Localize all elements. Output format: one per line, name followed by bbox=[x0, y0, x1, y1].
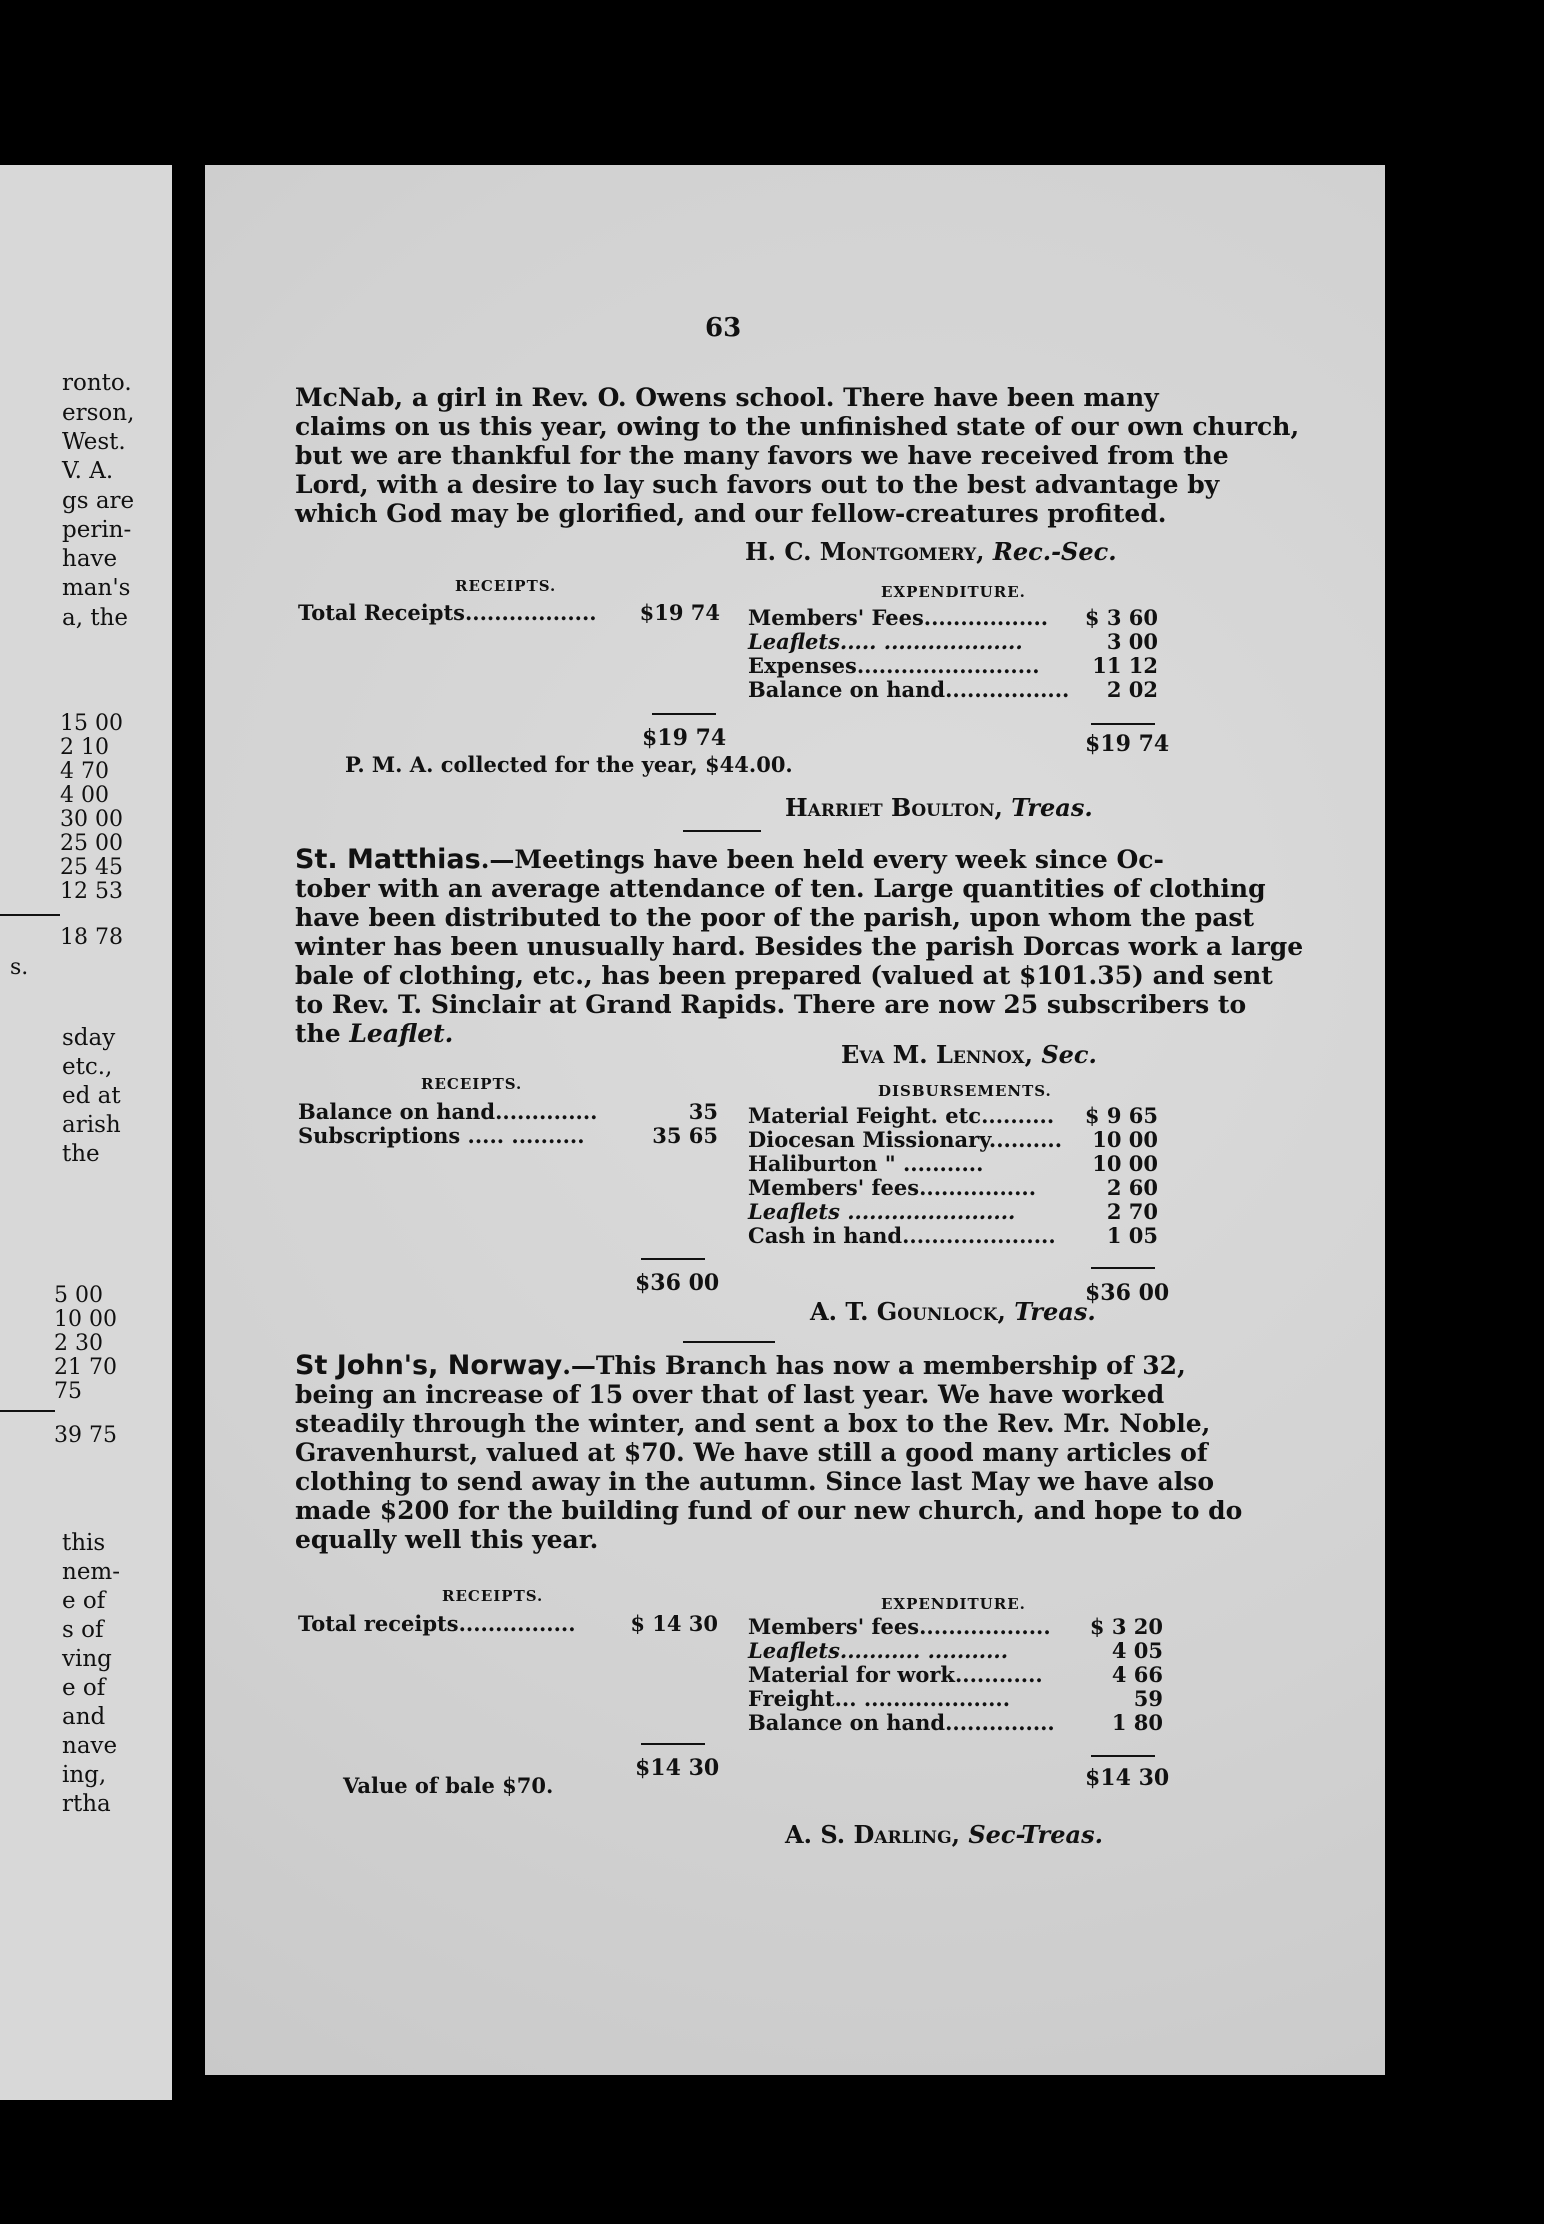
left-line: ed at bbox=[62, 1083, 121, 1109]
ledger-amount: 2 70 bbox=[1106, 1199, 1158, 1224]
expenditure-ledger bbox=[748, 606, 1158, 702]
left-line: erson, bbox=[62, 400, 135, 426]
left-amount: 2 30 bbox=[54, 1331, 103, 1356]
ledger-label: Total receipts................ bbox=[298, 1611, 576, 1636]
signature-rec-sec bbox=[745, 537, 1117, 566]
text-line: bale of clothing, etc., has been prepared (valued at $101.35) and sent bbox=[295, 961, 1273, 990]
ledger-label: Members' fees................ bbox=[748, 1175, 1037, 1200]
left-amount: 5 00 bbox=[54, 1283, 103, 1308]
text-line: tober with an average attendance of ten. Large quantities of clothing bbox=[295, 874, 1266, 903]
text-line: the Leaflet. bbox=[295, 1019, 454, 1048]
signature-role: Rec.-Sec. bbox=[992, 537, 1117, 566]
receipts-heading: RECEIPTS. bbox=[421, 1075, 523, 1093]
left-amount: 15 00 bbox=[60, 711, 123, 736]
ledger-label: Leaflets ....................... bbox=[748, 1199, 1016, 1224]
receipts-heading: RECEIPTS. bbox=[442, 1587, 544, 1605]
expenditure-total: $14 30 bbox=[1085, 1765, 1170, 1791]
ledger-label: Subscriptions ..... .......... bbox=[298, 1123, 585, 1148]
left-amount: 12 53 bbox=[60, 879, 123, 904]
left-line: arish bbox=[62, 1112, 121, 1138]
signature-treas bbox=[785, 793, 1093, 822]
ledger-amount: $ 3 20 bbox=[1089, 1614, 1163, 1639]
left-line: West. bbox=[62, 429, 126, 455]
left-line: a, the bbox=[62, 605, 129, 631]
value-of-bale-note: Value of bale $70. bbox=[343, 1773, 554, 1798]
left-amount: 4 00 bbox=[60, 783, 109, 808]
left-amount: 75 bbox=[54, 1379, 82, 1404]
text-line: steadily through the winter, and sent a box to the Rev. Mr. Noble, bbox=[295, 1409, 1211, 1438]
left-rule bbox=[0, 914, 60, 916]
left-line: and bbox=[62, 1704, 106, 1730]
left-line: ing, bbox=[62, 1762, 107, 1788]
ledger-row bbox=[748, 1104, 1158, 1128]
left-line: nem- bbox=[62, 1559, 121, 1585]
ledger-amount: 35 65 bbox=[652, 1123, 718, 1148]
receipts-total: $36 00 bbox=[635, 1270, 720, 1296]
left-line: ronto. bbox=[62, 370, 132, 396]
st-johns-paragraph bbox=[295, 1350, 1243, 1554]
section-divider bbox=[683, 1341, 775, 1343]
left-page-fragment bbox=[0, 165, 172, 2100]
signature-role: Treas. bbox=[1014, 1297, 1096, 1326]
text-line: clothing to send away in the autumn. Since last May we have also bbox=[295, 1467, 1215, 1496]
ledger-label: Leaflets..... ................... bbox=[748, 629, 1023, 654]
left-line: this bbox=[62, 1530, 106, 1556]
receipts-heading: RECEIPTS. bbox=[455, 577, 557, 595]
receipts-ledger bbox=[298, 1612, 718, 1636]
ledger-label: Cash in hand..................... bbox=[748, 1223, 1056, 1248]
ledger-amount: 1 80 bbox=[1111, 1710, 1163, 1735]
receipts-ledger bbox=[298, 1100, 718, 1148]
left-amount: 25 00 bbox=[60, 831, 123, 856]
ledger-amount: 3 00 bbox=[1106, 629, 1158, 654]
st-matthias-paragraph bbox=[295, 844, 1304, 1048]
left-line: s. bbox=[10, 955, 29, 980]
text-line: made $200 for the building fund of our new church, and hope to do bbox=[295, 1496, 1243, 1525]
left-line: rtha bbox=[62, 1791, 111, 1817]
left-line: e of bbox=[62, 1588, 106, 1614]
signature-name: A. S. Darling, bbox=[785, 1820, 960, 1849]
signature-name: A. T. Gounlock, bbox=[810, 1297, 1006, 1326]
ledger-amount: 4 66 bbox=[1111, 1662, 1163, 1687]
ledger-row bbox=[748, 654, 1158, 678]
receipts-ledger bbox=[298, 601, 720, 625]
signature-name: H. C. Montgomery, bbox=[745, 537, 985, 566]
total-rule bbox=[1091, 723, 1155, 725]
left-line: gs are bbox=[62, 488, 135, 514]
left-line: e of bbox=[62, 1675, 106, 1701]
total-rule bbox=[641, 1743, 705, 1745]
text-line: being an increase of 15 over that of last year. We have worked bbox=[295, 1380, 1165, 1409]
ledger-amount: 2 60 bbox=[1106, 1175, 1158, 1200]
signature-name: Eva M. Lennox, bbox=[841, 1040, 1033, 1069]
ledger-row bbox=[748, 1152, 1158, 1176]
section-divider bbox=[683, 830, 761, 832]
document-page bbox=[205, 165, 1385, 2075]
disbursements-ledger bbox=[748, 1104, 1158, 1248]
ledger-amount: 11 12 bbox=[1092, 653, 1158, 678]
signature-role: Sec. bbox=[1041, 1040, 1097, 1069]
receipts-total: $14 30 bbox=[635, 1755, 720, 1781]
ledger-amount: $ 3 60 bbox=[1084, 605, 1158, 630]
ledger-row bbox=[748, 1615, 1163, 1639]
ledger-row bbox=[298, 1612, 718, 1636]
left-line: nave bbox=[62, 1733, 118, 1759]
ledger-amount: 4 05 bbox=[1111, 1638, 1163, 1663]
signature-role: Sec-Treas. bbox=[968, 1820, 1103, 1849]
ledger-row bbox=[748, 1200, 1158, 1224]
left-amount: 21 70 bbox=[54, 1355, 117, 1380]
ledger-amount: $19 74 bbox=[639, 600, 720, 625]
text-line: Gravenhurst, valued at $70. We have still a good many articles of bbox=[295, 1438, 1208, 1467]
left-amount: 25 45 bbox=[60, 855, 123, 880]
ledger-row bbox=[298, 1124, 718, 1148]
text-line: which God may be glorified, and our fellow-creatures profited. bbox=[295, 499, 1167, 528]
ledger-label: Haliburton " ........... bbox=[748, 1151, 984, 1176]
ledger-row bbox=[298, 601, 720, 625]
ledger-amount: 2 02 bbox=[1106, 677, 1158, 702]
left-line: etc., bbox=[62, 1054, 113, 1080]
expenditure-ledger bbox=[748, 1615, 1163, 1735]
text-line: winter has been unusually hard. Besides the parish Dorcas work a large bbox=[295, 932, 1304, 961]
left-line: the bbox=[62, 1141, 100, 1167]
signature-role: Treas. bbox=[1011, 793, 1093, 822]
signature-name: Harriet Boulton, bbox=[785, 793, 1003, 822]
left-rule bbox=[0, 1410, 55, 1412]
left-line: ving bbox=[62, 1646, 112, 1672]
page-number: 63 bbox=[705, 313, 742, 343]
ledger-label: Expenses......................... bbox=[748, 653, 1040, 678]
left-amount: 10 00 bbox=[54, 1307, 117, 1332]
ledger-amount: 59 bbox=[1133, 1686, 1163, 1711]
signature-sec-treas bbox=[785, 1820, 1103, 1849]
expenditure-heading: EXPENDITURE. bbox=[881, 583, 1026, 601]
left-amount: 30 00 bbox=[60, 807, 123, 832]
text-line: equally well this year. bbox=[295, 1525, 599, 1554]
left-line: s of bbox=[62, 1617, 104, 1643]
left-total: 18 78 bbox=[60, 925, 123, 950]
ledger-label: Balance on hand............... bbox=[748, 1710, 1055, 1735]
ledger-label: Diocesan Missionary.......... bbox=[748, 1127, 1063, 1152]
ledger-row bbox=[748, 1639, 1163, 1663]
left-total: 39 75 bbox=[54, 1423, 117, 1448]
total-rule bbox=[652, 713, 716, 715]
text-line: St John's, Norway.—This Branch has now a membership of 32, bbox=[295, 1350, 1186, 1381]
ledger-amount: $ 9 65 bbox=[1084, 1103, 1158, 1128]
ledger-label: Members' Fees................. bbox=[748, 605, 1049, 630]
ledger-label: Leaflets........... ........... bbox=[748, 1638, 1009, 1663]
total-rule bbox=[641, 1258, 705, 1260]
text-line: claims on us this year, owing to the unfinished state of our own church, bbox=[295, 412, 1300, 441]
ledger-row bbox=[748, 1687, 1163, 1711]
text-line: McNab, a girl in Rev. O. Owens school. There have been many bbox=[295, 383, 1159, 412]
left-amount: 4 70 bbox=[60, 759, 109, 784]
total-rule bbox=[1091, 1755, 1155, 1757]
ledger-label: Material for work............ bbox=[748, 1662, 1043, 1687]
ledger-row bbox=[748, 1176, 1158, 1200]
section-title: St John's, Norway bbox=[295, 1350, 563, 1381]
ledger-label: Total Receipts.................. bbox=[298, 600, 597, 625]
text-line: Lord, with a desire to lay such favors out to the best advantage by bbox=[295, 470, 1220, 499]
ledger-amount: 10 00 bbox=[1092, 1127, 1158, 1152]
ledger-label: Members' fees.................. bbox=[748, 1614, 1051, 1639]
ledger-row bbox=[298, 1100, 718, 1124]
ledger-row bbox=[748, 678, 1158, 702]
signature-treas bbox=[810, 1297, 1096, 1326]
text-line: to Rev. T. Sinclair at Grand Rapids. There are now 25 subscribers to bbox=[295, 990, 1247, 1019]
left-line: have bbox=[62, 546, 118, 572]
ledger-amount: 1 05 bbox=[1106, 1223, 1158, 1248]
text-line: have been distributed to the poor of the parish, upon whom the past bbox=[295, 903, 1255, 932]
expenditure-heading: EXPENDITURE. bbox=[881, 1595, 1026, 1613]
disbursements-heading: DISBURSEMENTS. bbox=[878, 1082, 1052, 1100]
left-amount: 2 10 bbox=[60, 735, 109, 760]
text-line: St. Matthias.—Meetings have been held every week since Oc- bbox=[295, 844, 1164, 875]
pma-note: P. M. A. collected for the year, $44.00. bbox=[345, 752, 793, 777]
disbursements-total: $36 00 bbox=[1085, 1280, 1170, 1306]
ledger-label: Material Feight. etc.......... bbox=[748, 1103, 1055, 1128]
ledger-amount: $ 14 30 bbox=[630, 1611, 718, 1636]
ledger-row bbox=[748, 1711, 1163, 1735]
section-title: St. Matthias bbox=[295, 844, 481, 875]
left-line: man's bbox=[62, 575, 131, 601]
ledger-row bbox=[748, 606, 1158, 630]
ledger-label: Freight... .................... bbox=[748, 1686, 1011, 1711]
left-line: sday bbox=[62, 1025, 116, 1051]
receipts-total: $19 74 bbox=[642, 725, 727, 751]
ledger-row bbox=[748, 630, 1158, 654]
signature-sec bbox=[841, 1040, 1097, 1069]
intro-paragraph bbox=[295, 383, 1300, 528]
left-line: perin- bbox=[62, 517, 132, 543]
ledger-row bbox=[748, 1663, 1163, 1687]
total-rule bbox=[1091, 1267, 1155, 1269]
expenditure-total: $19 74 bbox=[1085, 731, 1170, 757]
left-line: V. A. bbox=[62, 458, 114, 484]
ledger-amount: 35 bbox=[688, 1099, 718, 1124]
ledger-row bbox=[748, 1224, 1158, 1248]
text-line: but we are thankful for the many favors we have received from the bbox=[295, 441, 1229, 470]
ledger-label: Balance on hand.............. bbox=[298, 1099, 598, 1124]
ledger-row bbox=[748, 1128, 1158, 1152]
ledger-label: Balance on hand................. bbox=[748, 677, 1070, 702]
ledger-amount: 10 00 bbox=[1092, 1151, 1158, 1176]
